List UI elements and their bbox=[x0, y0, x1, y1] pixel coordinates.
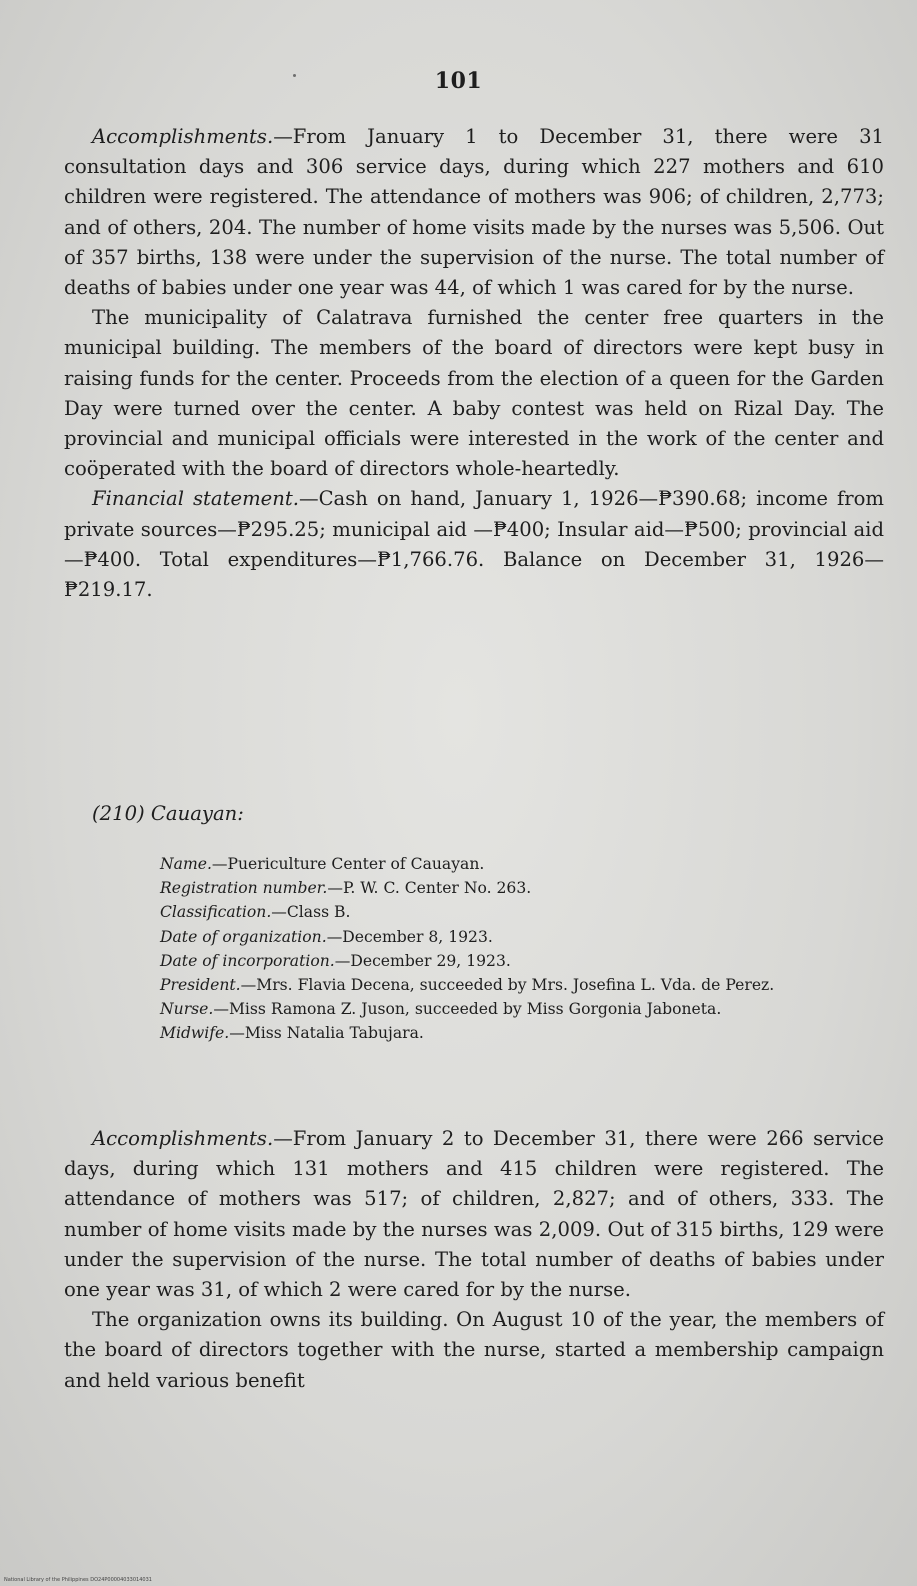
detail-label: Nurse. bbox=[160, 1000, 214, 1019]
detail-label: Registration number. bbox=[160, 879, 328, 898]
detail-value: —P. W. C. Center No. 263. bbox=[327, 879, 532, 898]
run-in-heading: Accomplishments. bbox=[92, 125, 274, 148]
detail-label: Date of incorporation. bbox=[160, 951, 335, 970]
detail-name bbox=[160, 852, 884, 876]
paragraph-financial-statement bbox=[64, 484, 884, 605]
body-text-bottom bbox=[64, 1124, 884, 1396]
paragraph-accomplishments-calatrava bbox=[64, 122, 884, 303]
paragraph-accomplishments-cauayan bbox=[64, 1124, 884, 1305]
detail-registration bbox=[160, 876, 884, 900]
body-text-top bbox=[64, 122, 884, 605]
detail-value: —December 8, 1923. bbox=[326, 927, 493, 946]
paragraph-text: The organization owns its building. On August 10 of the year, the members of the board of directors together with the nurse, started a membership campaign and held various benefit bbox=[64, 1308, 884, 1392]
detail-date-organization bbox=[160, 925, 884, 949]
paragraph-organization-building bbox=[64, 1305, 884, 1396]
center-details-list bbox=[160, 852, 884, 1046]
detail-nurse bbox=[160, 997, 884, 1021]
scan-footer-watermark: National Library of the Philippines DO24P00004033014031 bbox=[4, 1577, 152, 1583]
paragraph-text: —From January 2 to December 31, there were 266 service days, during which 131 mothers and 415 children were registered. The attendance of mothers was 517; of children, 2,827; and of others, 333. The number of home visits made by the nurses was 2,009. Out of 315 births, 129 were under the supervision of the nurse. The total number of deaths of babies under one year was 31, of which 2 were cared for by the nurse. bbox=[64, 1127, 884, 1302]
detail-label: Midwife. bbox=[160, 1024, 230, 1043]
run-in-heading: Financial statement. bbox=[92, 487, 299, 511]
section-heading-cauayan: (210) Cauayan: bbox=[92, 802, 244, 825]
paragraph-text: —From January 1 to December 31, there were 31 consultation days and 306 service days, during which 227 mothers and 610 children were registered. The attendance of mothers was 906; of children, 2,773; and of others, 204. The number of home visits made by the nurses was 5,506. Out of 357 births, 138 were under the supervision of the nurse. The total number of deaths of babies under one year was 44, of which 1 was cared for by the nurse. bbox=[64, 125, 884, 300]
detail-value: —Miss Natalia Tabujara. bbox=[229, 1024, 424, 1043]
detail-label: Date of organization. bbox=[160, 927, 327, 946]
paragraph-text: The municipality of Calatrava furnished the center free quarters in the municipal building. The members of the board of directors were kept busy in raising funds for the center. Proceeds from the election of a queen for the Garden Day were turned over the center. A baby contest was held on Rizal Day. The provincial and municipal officials were interested in the work of the center and coöperated with the board of directors whole-heartedly. bbox=[64, 306, 884, 481]
detail-label: Name. bbox=[160, 855, 212, 873]
detail-value: —Miss Ramona Z. Juson, succeeded by Miss Gorgonia Jaboneta. bbox=[213, 1000, 722, 1019]
detail-value: —Puericulture Center of Cauayan. bbox=[211, 855, 485, 873]
detail-midwife bbox=[160, 1021, 884, 1045]
detail-value: —Mrs. Flavia Decena, succeeded by Mrs. Josefina L. Vda. de Perez. bbox=[240, 976, 775, 995]
detail-label: Classification. bbox=[160, 903, 272, 922]
run-in-heading: Accomplishments. bbox=[92, 1127, 274, 1150]
detail-classification bbox=[160, 900, 884, 924]
detail-value: —Class B. bbox=[271, 903, 351, 922]
detail-president bbox=[160, 973, 884, 997]
paragraph-municipality bbox=[64, 303, 884, 484]
detail-label: President. bbox=[160, 976, 241, 995]
detail-date-incorporation bbox=[160, 949, 884, 973]
page-number: 101 bbox=[434, 68, 483, 94]
paragraph-text: —Cash on hand, January 1, 1926—₱390.68; income from private sources—₱295.25; municipal aid —₱400; Insular aid—₱500; provincial aid—₱400. Total expenditures—₱1,766.76. Balance on December 31, 1926—₱219.17. bbox=[64, 487, 884, 602]
detail-value: —December 29, 1923. bbox=[334, 951, 511, 970]
